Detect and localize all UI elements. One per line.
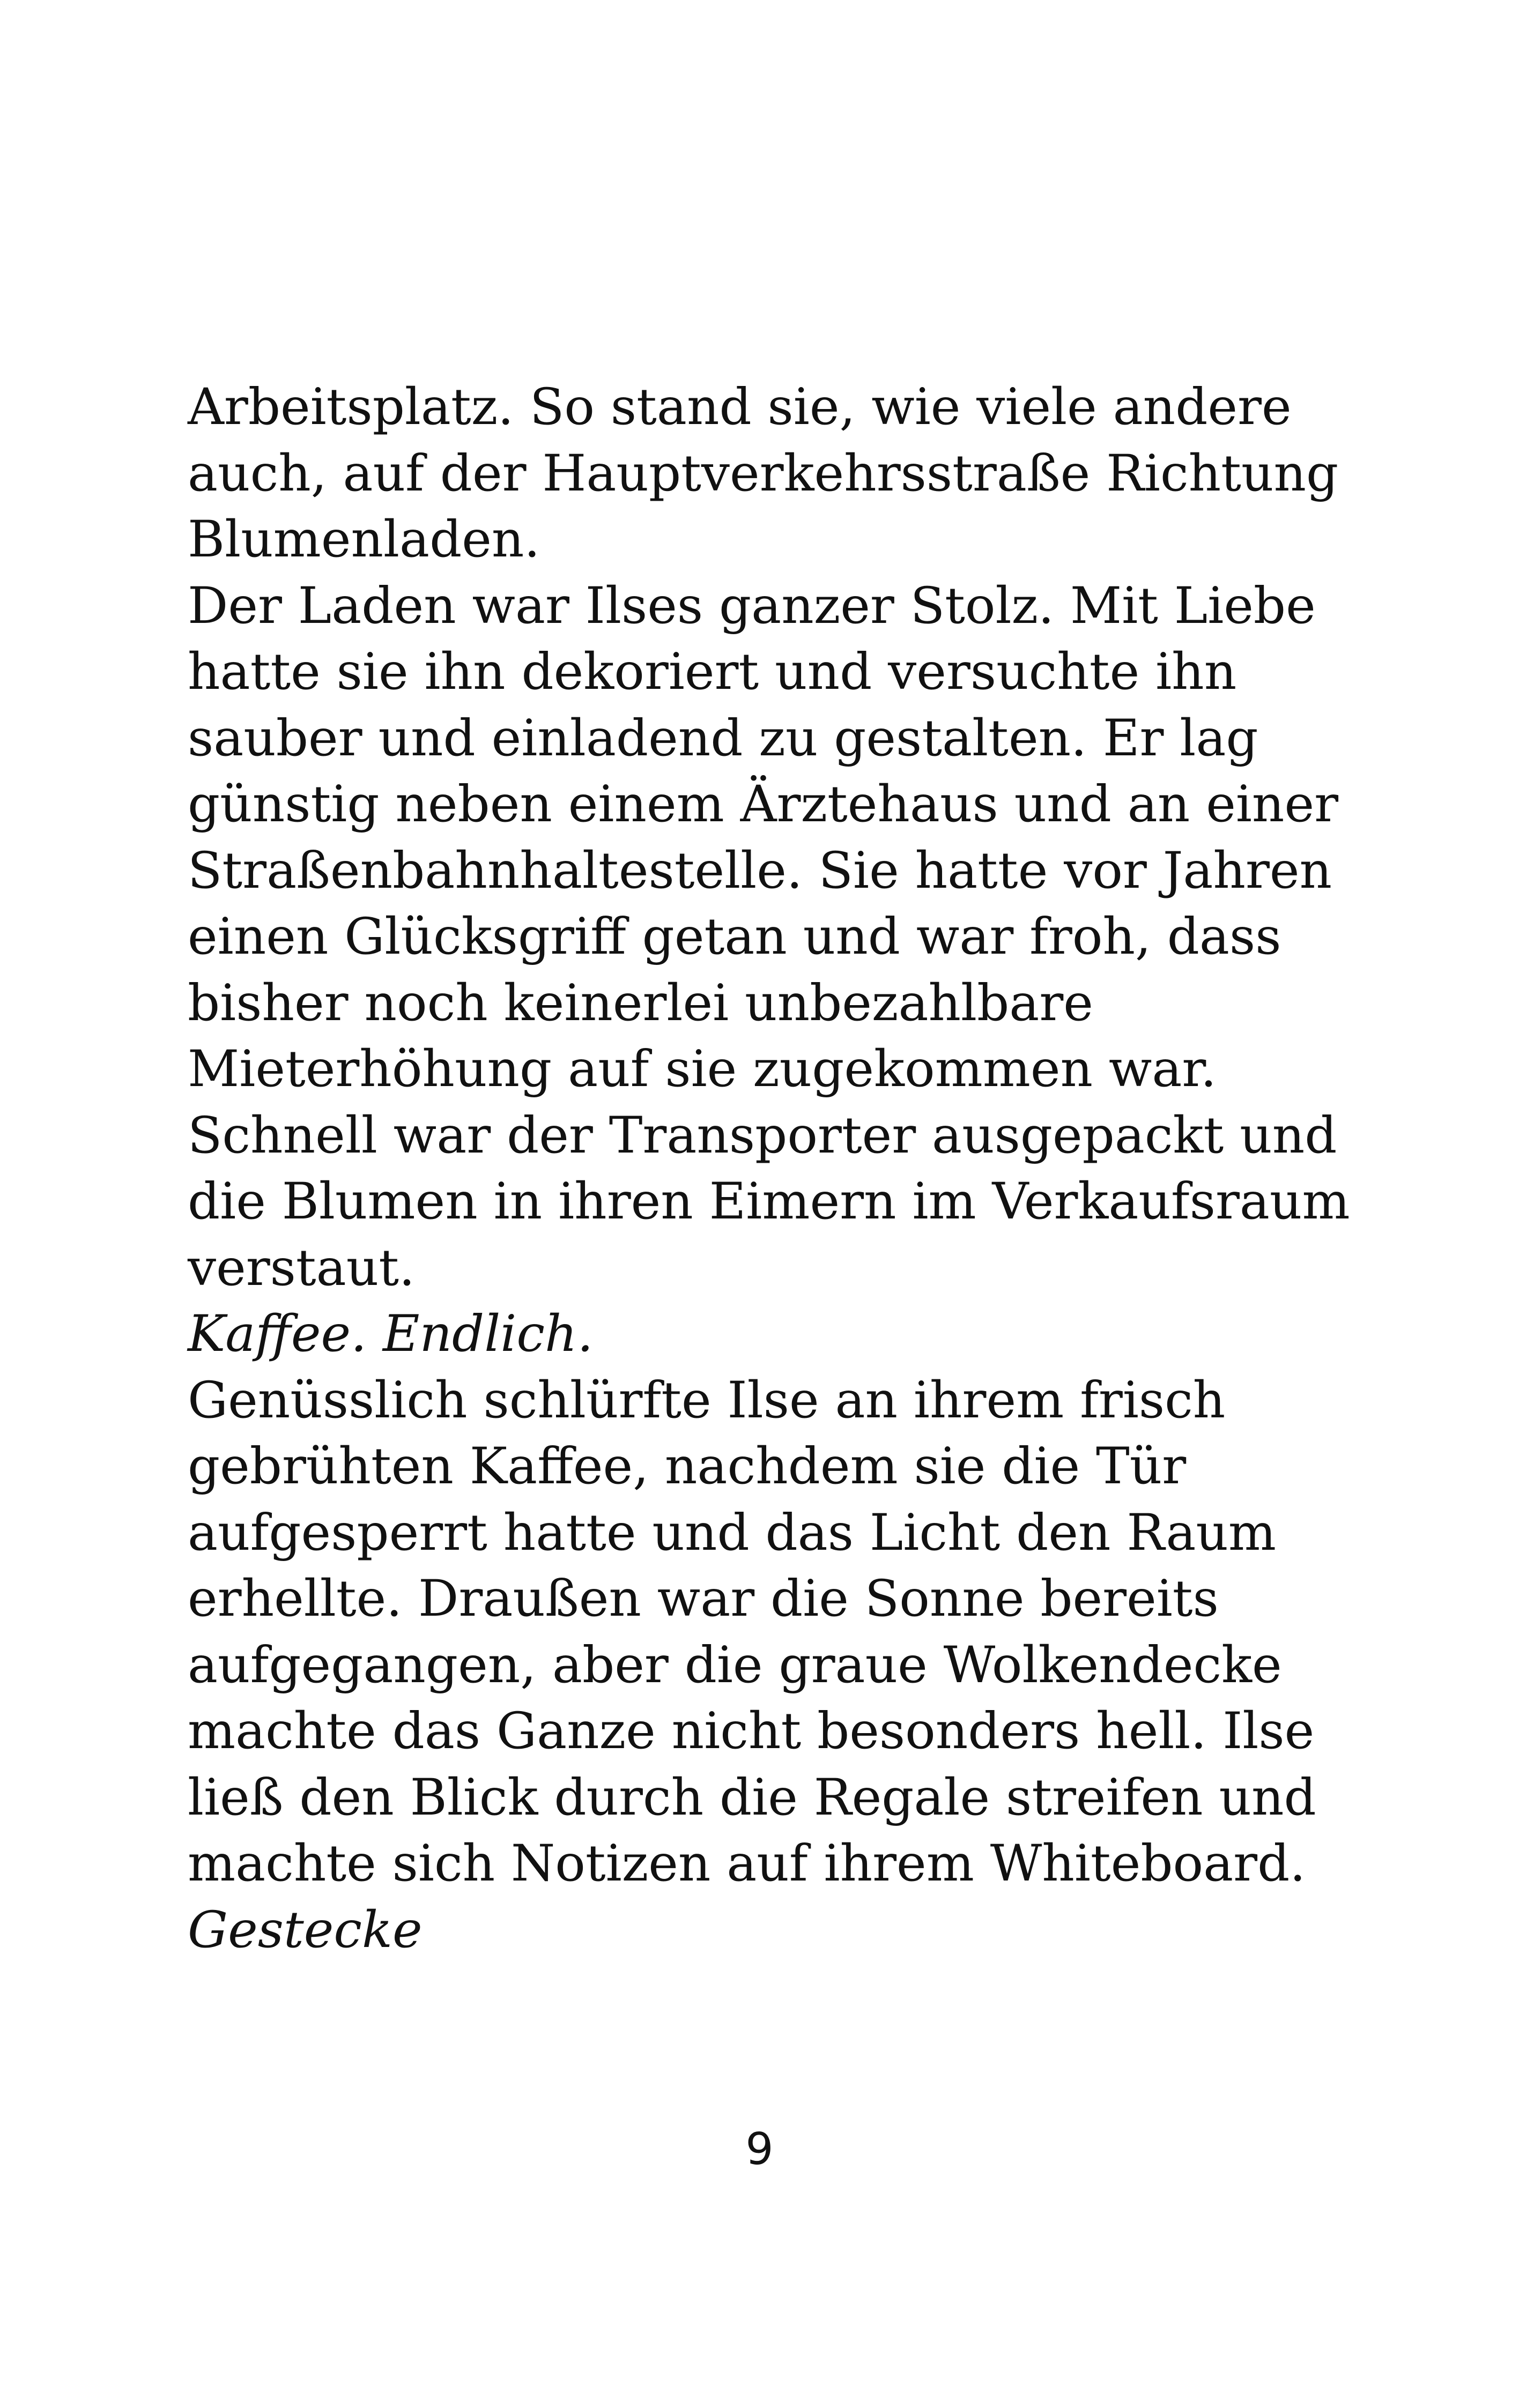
text-line: erhellte. Draußen war die Sonne bereits <box>188 1570 1219 1628</box>
text-line: hatte sie ihn dekoriert und versuchte ihn <box>188 643 1237 701</box>
text-line: Blumenladen. <box>188 510 540 569</box>
text-line: Straßenbahnhaltestelle. Sie hatte vor Jahren <box>188 841 1332 900</box>
text-line: verstaut. <box>188 1238 415 1297</box>
italic-text-line: Kaffee. Endlich. <box>188 1305 594 1363</box>
text-line: ließ den Blick durch die Regale streifen und <box>188 1768 1316 1827</box>
text-line: aufgesperrt hatte und das Licht den Raum <box>188 1503 1277 1562</box>
page-number: 9 <box>745 2124 774 2175</box>
text-line: Mieterhöhung auf sie zugekommen war. <box>188 1040 1217 1098</box>
text-line: sauber und einladend zu gestalten. Er lag <box>188 709 1258 768</box>
italic-text-line: Gestecke <box>188 1900 423 1959</box>
text-line: machte das Ganze nicht besonders hell. Ilse <box>188 1702 1315 1760</box>
text-line: günstig neben einem Ärztehaus und an einer <box>188 775 1339 834</box>
text-line: bisher noch keinerlei unbezahlbare <box>188 973 1093 1032</box>
text-line: Der Laden war Ilses ganzer Stolz. Mit Liebe <box>188 576 1316 635</box>
text-line: auch, auf der Hauptverkehrsstraße Richtung <box>188 444 1339 503</box>
text-line: Arbeitsplatz. So stand sie, wie viele andere <box>188 378 1292 436</box>
text-line: machte sich Notizen auf ihrem Whiteboard. <box>188 1834 1306 1893</box>
text-line: einen Glücksgriff getan und war froh, dass <box>188 908 1281 966</box>
text-line: Genüsslich schlürfte Ilse an ihrem frisch <box>188 1371 1226 1430</box>
text-line: die Blumen in ihren Eimern im Verkaufsraum <box>188 1172 1350 1231</box>
body-text <box>188 374 1421 1963</box>
text-line: gebrühten Kaffee, nachdem sie die Tür <box>188 1437 1187 1496</box>
text-line: Schnell war der Transporter ausgepackt und <box>188 1106 1337 1165</box>
text-line: aufgegangen, aber die graue Wolkendecke <box>188 1636 1282 1694</box>
